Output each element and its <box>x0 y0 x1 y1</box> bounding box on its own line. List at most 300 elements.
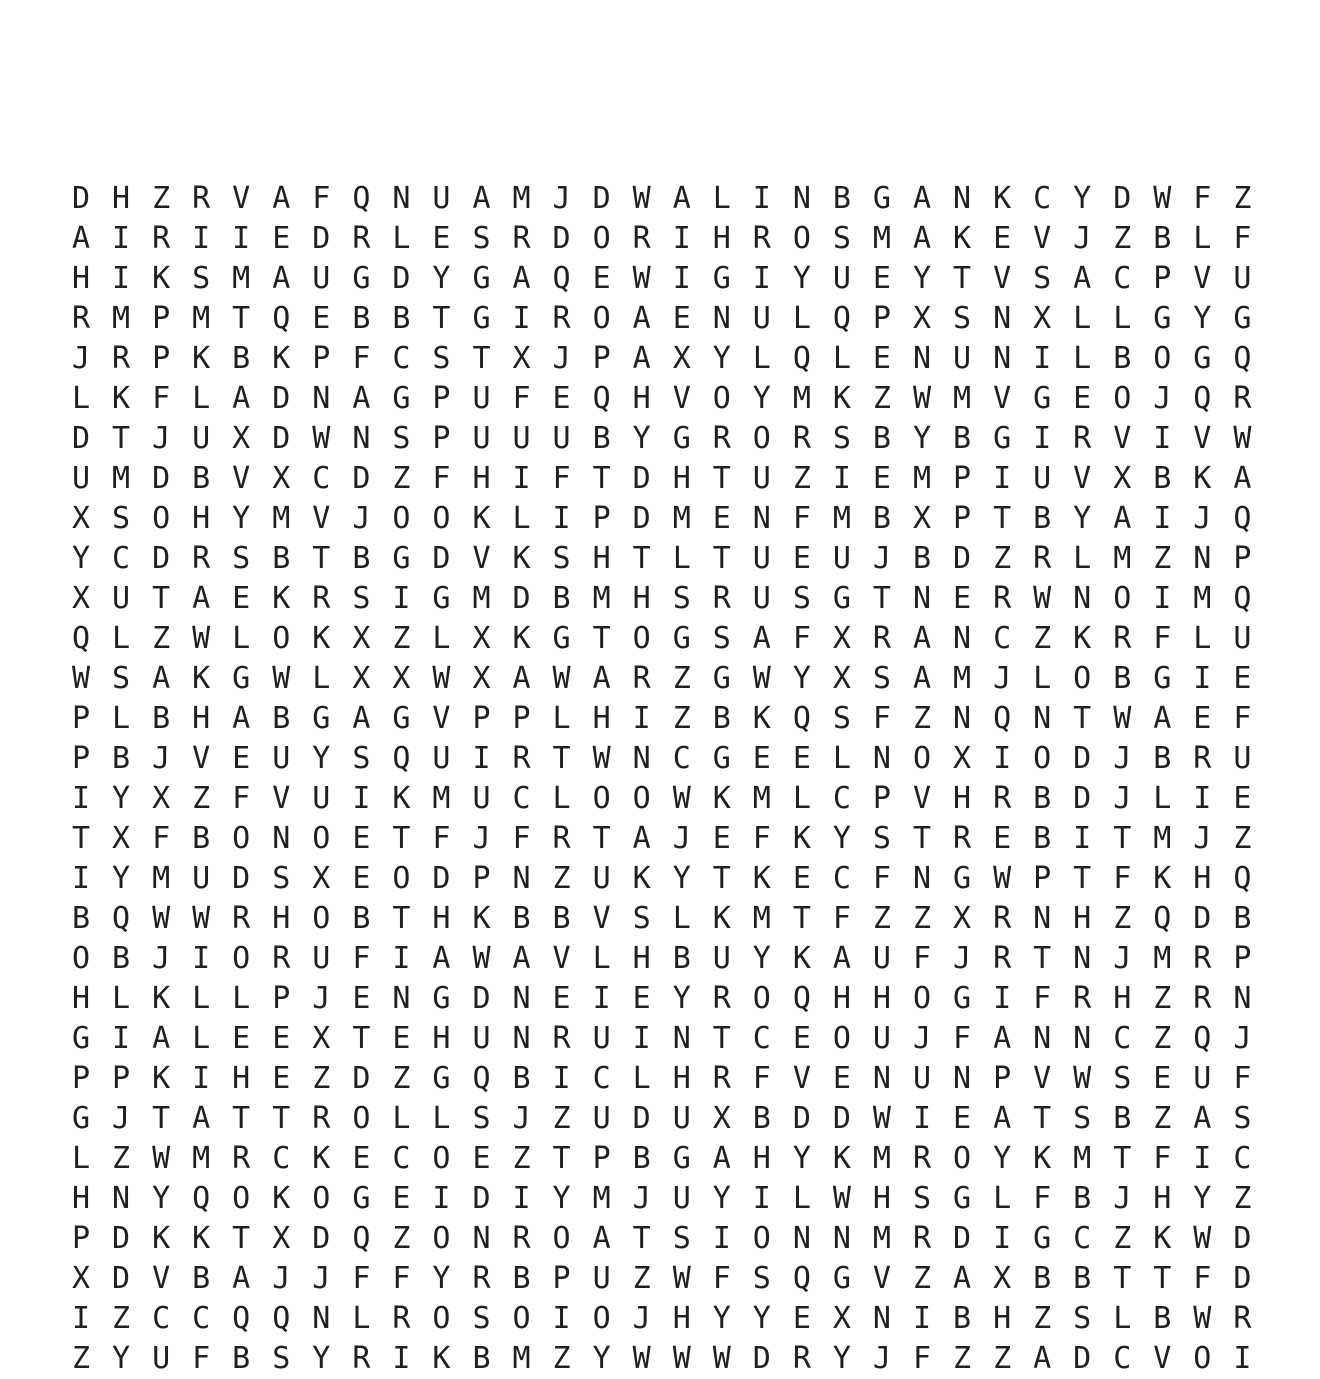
grid-cell[interactable]: A <box>632 341 651 376</box>
grid-cell[interactable]: Z <box>71 1341 91 1376</box>
grid-cell[interactable]: F <box>912 1341 932 1376</box>
grid-cell[interactable]: V <box>1033 221 1052 256</box>
grid-cell[interactable]: R <box>953 821 972 856</box>
grid-cell[interactable]: B <box>872 501 891 536</box>
grid-cell[interactable]: B <box>592 421 611 456</box>
grid-cell[interactable]: S <box>1073 1301 1092 1336</box>
grid-cell[interactable]: J <box>872 541 891 576</box>
grid-cell[interactable]: F <box>1193 1261 1212 1296</box>
grid-cell[interactable]: X <box>672 341 691 376</box>
grid-cell[interactable]: Z <box>1153 981 1172 1016</box>
grid-cell[interactable]: X <box>1033 301 1052 336</box>
grid-cell[interactable]: P <box>592 1141 611 1176</box>
grid-cell[interactable]: S <box>352 581 371 616</box>
grid-cell[interactable]: Z <box>1113 1221 1132 1256</box>
grid-cell[interactable]: E <box>792 861 811 896</box>
grid-cell[interactable]: O <box>752 421 771 456</box>
grid-cell[interactable]: I <box>552 1061 571 1096</box>
grid-cell[interactable]: D <box>232 861 251 896</box>
grid-cell[interactable]: U <box>872 941 891 976</box>
grid-cell[interactable]: I <box>71 781 91 816</box>
grid-cell[interactable]: S <box>752 1261 771 1296</box>
grid-cell[interactable]: L <box>672 541 691 576</box>
grid-cell[interactable]: D <box>112 1261 131 1296</box>
grid-cell[interactable]: P <box>953 501 972 536</box>
grid-cell[interactable]: W <box>592 741 611 776</box>
grid-cell[interactable]: M <box>1153 821 1172 856</box>
grid-cell[interactable]: A <box>272 261 291 296</box>
grid-cell[interactable]: Z <box>1033 1301 1052 1336</box>
grid-cell[interactable]: H <box>672 1061 691 1096</box>
grid-cell[interactable]: B <box>912 541 932 576</box>
grid-cell[interactable]: C <box>592 1061 611 1096</box>
grid-cell[interactable]: T <box>592 821 611 856</box>
grid-cell[interactable]: Z <box>1233 821 1252 856</box>
grid-cell[interactable]: N <box>112 1181 131 1216</box>
grid-cell[interactable]: E <box>752 741 771 776</box>
grid-cell[interactable]: G <box>953 981 972 1016</box>
grid-cell[interactable]: T <box>912 821 932 856</box>
grid-cell[interactable]: X <box>352 621 371 656</box>
grid-cell[interactable]: D <box>1073 781 1092 816</box>
grid-cell[interactable]: F <box>1193 181 1212 216</box>
grid-cell[interactable]: Z <box>1153 541 1172 576</box>
grid-cell[interactable]: H <box>432 901 451 936</box>
grid-cell[interactable]: G <box>1233 301 1252 336</box>
grid-cell[interactable]: Y <box>752 1301 771 1336</box>
grid-cell[interactable]: L <box>632 1061 651 1096</box>
grid-cell[interactable]: W <box>472 941 491 976</box>
grid-cell[interactable]: J <box>1153 381 1172 416</box>
grid-cell[interactable]: N <box>272 821 291 856</box>
grid-cell[interactable]: B <box>512 1061 531 1096</box>
grid-cell[interactable]: D <box>432 861 451 896</box>
grid-cell[interactable]: G <box>432 581 451 616</box>
grid-cell[interactable]: B <box>352 301 371 336</box>
grid-cell[interactable]: U <box>592 1101 611 1136</box>
grid-cell[interactable]: S <box>272 1341 291 1376</box>
grid-cell[interactable]: Q <box>232 1301 251 1336</box>
grid-cell[interactable]: A <box>712 1141 731 1176</box>
grid-cell[interactable]: W <box>752 661 771 696</box>
grid-cell[interactable]: A <box>912 181 932 216</box>
grid-cell[interactable]: S <box>872 821 891 856</box>
grid-cell[interactable]: A <box>71 221 91 256</box>
grid-cell[interactable]: N <box>872 1061 891 1096</box>
grid-cell[interactable]: U <box>472 421 491 456</box>
grid-cell[interactable]: X <box>1113 461 1132 496</box>
grid-cell[interactable]: B <box>1153 741 1172 776</box>
grid-cell[interactable]: O <box>632 621 651 656</box>
grid-cell[interactable]: J <box>1113 741 1132 776</box>
grid-cell[interactable]: R <box>993 901 1012 936</box>
grid-cell[interactable]: G <box>1033 1221 1052 1256</box>
grid-cell[interactable]: E <box>953 1101 972 1136</box>
grid-cell[interactable]: U <box>472 781 491 816</box>
grid-cell[interactable]: J <box>312 981 331 1016</box>
grid-cell[interactable]: Z <box>912 1261 932 1296</box>
grid-cell[interactable]: D <box>512 581 531 616</box>
grid-cell[interactable]: Q <box>472 1061 491 1096</box>
grid-cell[interactable]: N <box>993 301 1012 336</box>
grid-cell[interactable]: L <box>1193 621 1212 656</box>
grid-cell[interactable]: S <box>632 901 651 936</box>
grid-cell[interactable]: M <box>872 1221 891 1256</box>
grid-cell[interactable]: I <box>1193 781 1212 816</box>
grid-cell[interactable]: R <box>993 941 1012 976</box>
grid-cell[interactable]: Z <box>1233 181 1252 216</box>
grid-cell[interactable]: I <box>1193 661 1212 696</box>
grid-cell[interactable]: B <box>1033 821 1052 856</box>
grid-cell[interactable]: R <box>792 421 811 456</box>
grid-cell[interactable]: P <box>71 1221 91 1256</box>
grid-cell[interactable]: I <box>1033 341 1052 376</box>
grid-cell[interactable]: Z <box>1153 1021 1172 1056</box>
grid-cell[interactable]: I <box>392 941 411 976</box>
grid-cell[interactable]: N <box>1033 701 1052 736</box>
grid-cell[interactable]: O <box>312 821 331 856</box>
grid-cell[interactable]: B <box>1113 661 1132 696</box>
grid-cell[interactable]: I <box>752 1181 771 1216</box>
grid-cell[interactable]: G <box>953 861 972 896</box>
grid-cell[interactable]: T <box>712 541 731 576</box>
grid-cell[interactable]: O <box>1033 741 1052 776</box>
grid-cell[interactable]: B <box>1033 501 1052 536</box>
grid-cell[interactable]: H <box>632 941 651 976</box>
grid-cell[interactable]: B <box>1113 1101 1132 1136</box>
grid-cell[interactable]: W <box>632 261 651 296</box>
grid-cell[interactable]: U <box>672 1181 691 1216</box>
grid-cell[interactable]: G <box>432 981 451 1016</box>
grid-cell[interactable]: G <box>232 661 251 696</box>
grid-cell[interactable]: F <box>352 941 371 976</box>
grid-cell[interactable]: D <box>552 221 571 256</box>
grid-cell[interactable]: S <box>953 301 972 336</box>
grid-cell[interactable]: T <box>232 301 251 336</box>
grid-cell[interactable]: R <box>1193 981 1212 1016</box>
grid-cell[interactable]: F <box>1233 221 1252 256</box>
grid-cell[interactable]: U <box>592 1261 611 1296</box>
grid-cell[interactable]: B <box>272 541 291 576</box>
grid-cell[interactable]: L <box>112 981 131 1016</box>
grid-cell[interactable]: H <box>632 581 651 616</box>
grid-cell[interactable]: E <box>1153 1061 1172 1096</box>
grid-cell[interactable]: T <box>712 461 731 496</box>
grid-cell[interactable]: W <box>1113 701 1132 736</box>
grid-cell[interactable]: P <box>953 461 972 496</box>
grid-cell[interactable]: E <box>872 261 891 296</box>
grid-cell[interactable]: L <box>112 701 131 736</box>
grid-cell[interactable]: C <box>312 461 331 496</box>
grid-cell[interactable]: W <box>71 661 91 696</box>
grid-cell[interactable]: Z <box>912 901 932 936</box>
grid-cell[interactable]: V <box>472 541 491 576</box>
grid-cell[interactable]: N <box>912 341 932 376</box>
grid-cell[interactable]: R <box>232 1141 251 1176</box>
grid-cell[interactable]: G <box>953 1181 972 1216</box>
grid-cell[interactable]: A <box>1233 461 1252 496</box>
grid-cell[interactable]: L <box>752 341 771 376</box>
grid-cell[interactable]: B <box>832 181 851 216</box>
grid-cell[interactable]: S <box>1033 261 1052 296</box>
grid-cell[interactable]: N <box>792 1221 811 1256</box>
grid-cell[interactable]: S <box>472 1101 491 1136</box>
grid-cell[interactable]: L <box>192 981 211 1016</box>
grid-cell[interactable]: U <box>752 301 771 336</box>
grid-cell[interactable]: P <box>432 421 451 456</box>
grid-cell[interactable]: O <box>1153 341 1172 376</box>
grid-cell[interactable]: F <box>552 461 571 496</box>
grid-cell[interactable]: K <box>1033 1141 1052 1176</box>
grid-cell[interactable]: C <box>1033 181 1052 216</box>
grid-cell[interactable]: L <box>71 1141 91 1176</box>
grid-cell[interactable]: U <box>192 421 211 456</box>
grid-cell[interactable]: S <box>472 1301 491 1336</box>
grid-cell[interactable]: M <box>192 1141 211 1176</box>
grid-cell[interactable]: J <box>1193 821 1212 856</box>
grid-cell[interactable]: I <box>112 261 131 296</box>
grid-cell[interactable]: P <box>312 341 331 376</box>
grid-cell[interactable]: K <box>472 501 491 536</box>
grid-cell[interactable]: J <box>152 941 171 976</box>
grid-cell[interactable]: R <box>1193 941 1212 976</box>
grid-cell[interactable]: F <box>1033 981 1052 1016</box>
grid-cell[interactable]: I <box>112 221 131 256</box>
grid-cell[interactable]: D <box>632 461 651 496</box>
grid-cell[interactable]: O <box>312 1181 331 1216</box>
grid-cell[interactable]: U <box>312 261 331 296</box>
grid-cell[interactable]: Y <box>312 1341 331 1376</box>
grid-cell[interactable]: R <box>312 1101 331 1136</box>
grid-cell[interactable]: R <box>872 621 891 656</box>
grid-cell[interactable]: F <box>232 781 251 816</box>
grid-cell[interactable]: U <box>1233 621 1252 656</box>
grid-cell[interactable]: Y <box>1073 501 1092 536</box>
grid-cell[interactable]: T <box>792 901 811 936</box>
grid-cell[interactable]: Y <box>112 1341 131 1376</box>
grid-cell[interactable]: Z <box>872 381 891 416</box>
grid-cell[interactable]: N <box>1073 581 1092 616</box>
grid-cell[interactable]: P <box>432 381 451 416</box>
grid-cell[interactable]: X <box>953 741 972 776</box>
grid-cell[interactable]: E <box>352 981 371 1016</box>
grid-cell[interactable]: E <box>1233 661 1252 696</box>
grid-cell[interactable]: U <box>472 1021 491 1056</box>
grid-cell[interactable]: R <box>71 301 91 336</box>
grid-cell[interactable]: E <box>392 1181 411 1216</box>
grid-cell[interactable]: W <box>632 181 651 216</box>
grid-cell[interactable]: Q <box>832 301 851 336</box>
grid-cell[interactable]: L <box>1073 301 1092 336</box>
grid-cell[interactable]: U <box>592 1021 611 1056</box>
grid-cell[interactable]: A <box>1033 1341 1052 1376</box>
grid-cell[interactable]: O <box>512 1301 531 1336</box>
grid-cell[interactable]: O <box>792 221 811 256</box>
grid-cell[interactable]: Z <box>953 1341 972 1376</box>
grid-cell[interactable]: Q <box>792 341 811 376</box>
grid-cell[interactable]: T <box>1073 701 1092 736</box>
grid-cell[interactable]: N <box>832 1221 851 1256</box>
grid-cell[interactable]: K <box>272 1181 291 1216</box>
grid-cell[interactable]: D <box>112 1221 131 1256</box>
grid-cell[interactable]: I <box>512 1181 531 1216</box>
grid-cell[interactable]: S <box>1113 1061 1132 1096</box>
grid-cell[interactable]: I <box>592 981 611 1016</box>
grid-cell[interactable]: C <box>1073 1221 1092 1256</box>
grid-cell[interactable]: N <box>872 741 891 776</box>
grid-cell[interactable]: V <box>1153 1341 1172 1376</box>
grid-cell[interactable]: K <box>953 221 972 256</box>
grid-cell[interactable]: D <box>472 981 491 1016</box>
grid-cell[interactable]: I <box>912 1301 932 1336</box>
grid-cell[interactable]: S <box>392 421 411 456</box>
grid-cell[interactable]: S <box>232 541 251 576</box>
grid-cell[interactable]: C <box>152 1301 171 1336</box>
grid-cell[interactable]: H <box>432 1021 451 1056</box>
grid-cell[interactable]: P <box>472 701 491 736</box>
grid-cell[interactable]: K <box>993 181 1012 216</box>
grid-cell[interactable]: M <box>232 261 251 296</box>
grid-cell[interactable]: S <box>672 1221 691 1256</box>
grid-cell[interactable]: I <box>1233 1341 1252 1376</box>
grid-cell[interactable]: N <box>1073 1021 1092 1056</box>
grid-cell[interactable]: U <box>512 421 531 456</box>
grid-cell[interactable]: B <box>953 1301 972 1336</box>
grid-cell[interactable]: E <box>272 1021 291 1056</box>
grid-cell[interactable]: N <box>512 861 531 896</box>
grid-cell[interactable]: F <box>432 461 451 496</box>
grid-cell[interactable]: E <box>592 261 611 296</box>
grid-cell[interactable]: R <box>552 1021 571 1056</box>
grid-cell[interactable]: Z <box>632 1261 651 1296</box>
grid-cell[interactable]: B <box>352 541 371 576</box>
grid-cell[interactable]: B <box>953 421 972 456</box>
grid-cell[interactable]: T <box>272 1101 291 1136</box>
grid-cell[interactable]: N <box>1073 941 1092 976</box>
grid-cell[interactable]: W <box>312 421 331 456</box>
grid-cell[interactable]: X <box>912 301 932 336</box>
grid-cell[interactable]: F <box>352 341 371 376</box>
grid-cell[interactable]: V <box>232 461 251 496</box>
grid-cell[interactable]: M <box>672 501 691 536</box>
grid-cell[interactable]: U <box>912 1061 932 1096</box>
grid-cell[interactable]: X <box>352 661 371 696</box>
grid-cell[interactable]: R <box>512 221 531 256</box>
grid-cell[interactable]: B <box>71 901 91 936</box>
grid-cell[interactable]: P <box>1033 861 1052 896</box>
grid-cell[interactable]: X <box>232 421 251 456</box>
grid-cell[interactable]: R <box>352 1341 371 1376</box>
grid-cell[interactable]: B <box>352 901 371 936</box>
grid-cell[interactable]: D <box>1073 741 1092 776</box>
grid-cell[interactable]: F <box>1033 1181 1052 1216</box>
grid-cell[interactable]: K <box>112 381 131 416</box>
grid-cell[interactable]: Y <box>552 1181 571 1216</box>
grid-cell[interactable]: H <box>192 501 211 536</box>
grid-cell[interactable]: W <box>672 781 691 816</box>
grid-cell[interactable]: T <box>552 741 571 776</box>
grid-cell[interactable]: X <box>472 621 491 656</box>
grid-cell[interactable]: S <box>672 581 691 616</box>
grid-cell[interactable]: Z <box>872 901 891 936</box>
grid-cell[interactable]: S <box>912 1181 932 1216</box>
grid-cell[interactable]: I <box>512 301 531 336</box>
grid-cell[interactable]: F <box>512 821 531 856</box>
grid-cell[interactable]: K <box>832 381 851 416</box>
grid-cell[interactable]: Y <box>71 541 91 576</box>
grid-cell[interactable]: Z <box>1153 1101 1172 1136</box>
grid-cell[interactable]: M <box>592 1181 611 1216</box>
grid-cell[interactable]: V <box>1113 421 1132 456</box>
grid-cell[interactable]: W <box>152 901 171 936</box>
grid-cell[interactable]: G <box>712 261 731 296</box>
grid-cell[interactable]: C <box>1233 1141 1252 1176</box>
grid-cell[interactable]: B <box>712 701 731 736</box>
grid-cell[interactable]: K <box>1153 861 1172 896</box>
grid-cell[interactable]: Z <box>152 181 171 216</box>
grid-cell[interactable]: I <box>512 461 531 496</box>
grid-cell[interactable]: I <box>912 1101 932 1136</box>
grid-cell[interactable]: N <box>1233 981 1252 1016</box>
grid-cell[interactable]: Q <box>272 1301 291 1336</box>
grid-cell[interactable]: D <box>392 261 411 296</box>
grid-cell[interactable]: X <box>953 901 972 936</box>
grid-cell[interactable]: U <box>752 541 771 576</box>
grid-cell[interactable]: A <box>953 1261 972 1296</box>
grid-cell[interactable]: O <box>712 381 731 416</box>
grid-cell[interactable]: Y <box>592 1341 611 1376</box>
grid-cell[interactable]: G <box>392 381 411 416</box>
grid-cell[interactable]: J <box>552 181 571 216</box>
grid-cell[interactable]: B <box>1153 461 1172 496</box>
grid-cell[interactable]: G <box>71 1021 91 1056</box>
grid-cell[interactable]: Y <box>712 1301 731 1336</box>
grid-cell[interactable]: A <box>512 941 531 976</box>
grid-cell[interactable]: V <box>272 781 291 816</box>
grid-cell[interactable]: B <box>152 701 171 736</box>
grid-cell[interactable]: I <box>1193 1141 1212 1176</box>
grid-cell[interactable]: K <box>512 541 531 576</box>
grid-cell[interactable]: U <box>552 421 571 456</box>
grid-cell[interactable]: P <box>872 781 891 816</box>
grid-cell[interactable]: I <box>392 581 411 616</box>
grid-cell[interactable]: A <box>192 581 211 616</box>
grid-cell[interactable]: U <box>1233 261 1252 296</box>
grid-cell[interactable]: Z <box>993 1341 1012 1376</box>
grid-cell[interactable]: X <box>71 1261 91 1296</box>
grid-cell[interactable]: Y <box>1193 1181 1212 1216</box>
grid-cell[interactable]: O <box>592 301 611 336</box>
grid-cell[interactable]: L <box>232 981 251 1016</box>
grid-cell[interactable]: P <box>592 341 611 376</box>
grid-cell[interactable]: L <box>1153 781 1172 816</box>
grid-cell[interactable]: M <box>112 461 131 496</box>
grid-cell[interactable]: E <box>552 381 571 416</box>
grid-cell[interactable]: T <box>1113 821 1132 856</box>
grid-cell[interactable]: V <box>1033 1061 1052 1096</box>
grid-cell[interactable]: M <box>592 581 611 616</box>
grid-cell[interactable]: A <box>912 621 932 656</box>
grid-cell[interactable]: F <box>1233 701 1252 736</box>
grid-cell[interactable]: H <box>953 781 972 816</box>
grid-cell[interactable]: R <box>552 301 571 336</box>
grid-cell[interactable]: H <box>632 381 651 416</box>
grid-cell[interactable]: U <box>1193 1061 1212 1096</box>
grid-cell[interactable]: H <box>272 901 291 936</box>
grid-cell[interactable]: V <box>1193 421 1212 456</box>
grid-cell[interactable]: L <box>71 381 91 416</box>
grid-cell[interactable]: K <box>432 1341 451 1376</box>
